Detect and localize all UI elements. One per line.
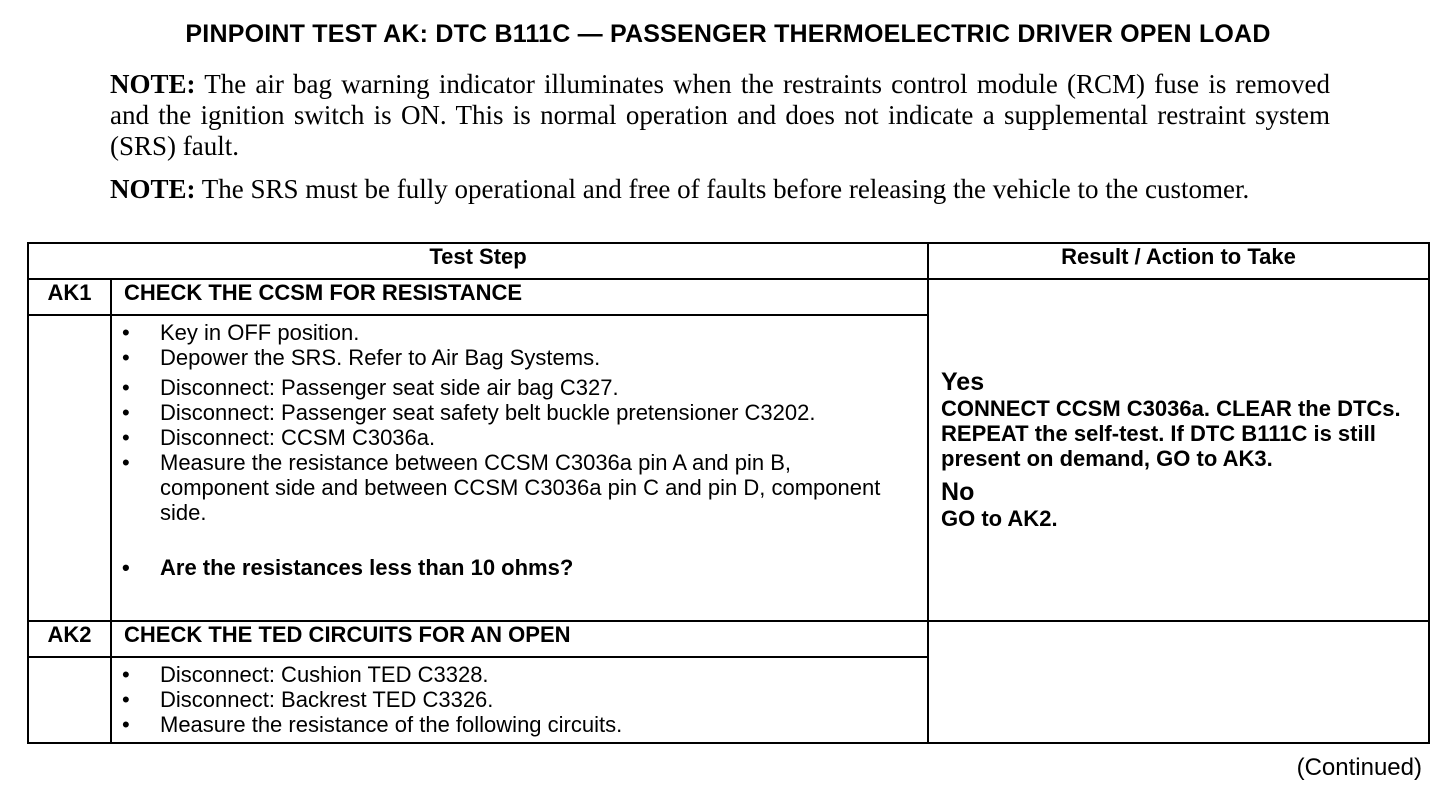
step-title: CHECK THE TED CIRCUITS FOR AN OPEN [111,621,928,657]
instruction-item: • Disconnect: Backrest TED C3326. [112,687,927,712]
header-result-action: Result / Action to Take [928,243,1429,279]
result-no-instruction: GO to [941,506,1008,531]
result-no-end: . [1051,506,1058,531]
result-no-target: AK2 [1007,506,1052,531]
step-title: CHECK THE CCSM FOR RESISTANCE [111,279,928,315]
note-airbag-indicator [110,69,1330,162]
continued-label: (Continued) [1296,754,1422,781]
step-id: AK2 [28,621,111,657]
step-body-spacer [28,657,111,743]
result-no-label: No [941,478,975,506]
note-label: NOTE: [110,69,196,99]
step-row-ak1 [28,279,1429,315]
result-yes-label: Yes [941,368,985,396]
instruction-item: • Measure the resistance of the following circuits. [112,712,927,737]
instruction-item: • Disconnect: Passenger seat side air bag C327. [112,375,887,400]
instruction-item: • Key in OFF position. [112,320,887,345]
result-yes-end: . [1266,446,1273,471]
note-label: NOTE: [110,174,196,204]
step-question: • Are the resistances less than 10 ohms? [112,555,887,580]
note-srs-operational [110,174,1330,205]
step-body-spacer [28,315,111,621]
result-no-text [941,506,1416,531]
instruction-list [112,662,927,737]
instruction-item: • Disconnect: CCSM C3036a. [112,425,887,450]
instruction-list [112,320,887,580]
result-yes-text [941,396,1416,471]
header-test-step: Test Step [28,243,928,279]
instruction-item: • Disconnect: Cushion TED C3328. [112,662,927,687]
step-instructions-ak2 [111,657,928,743]
step-id: AK1 [28,279,111,315]
step-row-ak2 [28,621,1429,657]
result-cell-ak1 [928,279,1429,621]
note-text: The SRS must be fully operational and free of faults before releasing the vehicle to the customer. [195,174,1250,204]
result-cell-ak2 [928,621,1429,743]
instruction-item: • Disconnect: Passenger seat safety belt buckle pretensioner C3202. [112,400,887,425]
instruction-item: • Measure the resistance between CCSM C3036a pin A and pin B, component side and between CCSM C3036a pin C and pin D, component side. [112,450,887,525]
result-yes-target: AK3 [1222,446,1267,471]
note-text: The air bag warning indicator illuminates when the restraints control module (RCM) fuse is removed and the ignition switch is ON. This is normal operation and does not indicate a supplemental restraint system (SRS) fault. [110,69,1330,161]
table-header-row [28,243,1429,279]
pinpoint-test-table [27,242,1430,744]
instruction-item: • Depower the SRS. Refer to Air Bag Systems. [112,345,887,370]
result-yes-instruction: CONNECT CCSM C3036a. CLEAR the DTCs. REPEAT the self-test. If DTC B111C is still present on demand, GO to [941,396,1401,471]
step-instructions-ak1 [111,315,928,621]
page-title: PINPOINT TEST AK: DTC B111C — PASSENGER THERMOELECTRIC DRIVER OPEN LOAD [185,20,1271,48]
